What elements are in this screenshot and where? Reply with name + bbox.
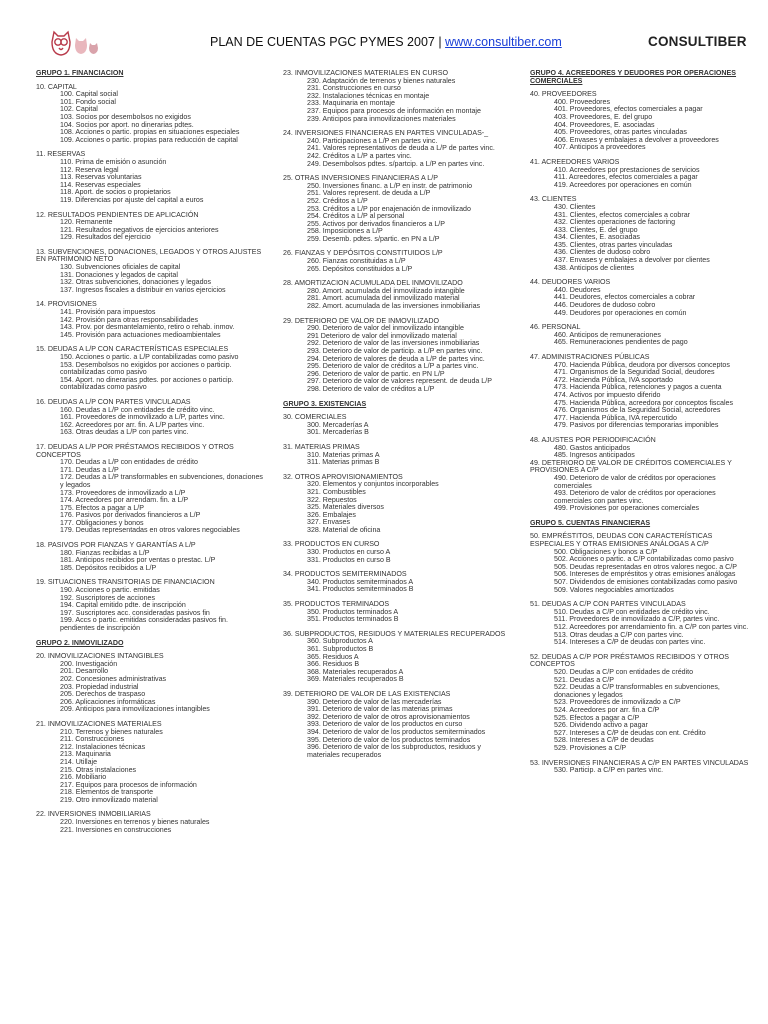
group-heading: GRUPO 5. CUENTAS FINANCIERAS <box>530 518 651 527</box>
account-item: 109. Acciones o partic. propias para reducción de capital <box>60 135 238 144</box>
account-item: 509. Valores negociables amortizados <box>554 585 674 594</box>
section-heading: 53. INVERSIONES FINANCIERAS A C/P EN PARTES VINCULADAS <box>530 758 749 767</box>
account-item: 258. Imposiciones a L/P <box>307 227 383 236</box>
account-item: 232. Instalaciones técnicas en montaje <box>307 91 430 100</box>
account-item: 405. Proveedores, otras partes vinculadas <box>554 128 687 137</box>
account-item: 175. Efectos a pagar a L/P <box>60 503 144 512</box>
account-item: 206. Aplicaciones informáticas <box>60 697 156 706</box>
account-item: 112. Reserva legal <box>60 165 119 174</box>
account-item: 259. Desemb. pdtes. s/partic. en PN a L/P <box>307 234 440 243</box>
account-item: 470. Hacienda Pública, deudora por diversos conceptos <box>554 360 730 369</box>
account-section <box>530 601 750 647</box>
account-section <box>283 250 511 273</box>
account-item: 153. Desembolsos no exigidos por acciones o particip. contabilizadas como pasivo <box>60 360 232 377</box>
account-item: 525. Efectos a pagar a C/P <box>554 713 640 722</box>
account-item: 368. Materiales recuperados A <box>307 667 404 676</box>
account-section <box>530 533 750 594</box>
section-heading: 34. PRODUCTOS SEMITERMINADOS <box>283 570 407 579</box>
account-item: 512. Acreedores por arrendamiento fin. a C/P con partes vinc. <box>554 623 749 631</box>
account-section <box>283 318 511 394</box>
account-item: 174. Acreedores por arrendam. fin. a L/P <box>60 496 189 505</box>
account-item: 290. Deterioro de valor del inmovilizado intangible <box>307 324 464 333</box>
account-item: 280. Amort. acumulada del inmovilizado intangible <box>307 286 465 295</box>
account-section <box>283 631 511 684</box>
account-item: 110. Prima de emisión o asunción <box>60 157 167 166</box>
account-item: 301. Mercaderías B <box>307 428 369 437</box>
website-link[interactable]: www.consultiber.com <box>445 35 562 49</box>
account-item: 296. Deterioro de valor de partic. en PN L/P <box>307 369 445 378</box>
account-item: 460. Anticipos de remuneraciones <box>554 330 661 339</box>
account-item: 321. Combustibles <box>307 487 366 496</box>
account-item: 436. Clientes de dudoso cobro <box>554 248 651 257</box>
account-item: 160. Deudas a L/P con entidades de crédito vinc. <box>60 405 215 414</box>
account-item: 465. Remuneraciones pendientes de pago <box>554 338 688 347</box>
account-item: 216. Mobiliario <box>60 773 107 782</box>
account-item: 292. Deterioro de valor de las inversiones inmobiliarias <box>307 339 480 348</box>
section-heading: 35. PRODUCTOS TERMINADOS <box>283 600 390 609</box>
account-section <box>530 159 750 189</box>
account-item: 404. Proveedores, E. asociadas <box>554 120 655 129</box>
account-item: 431. Clientes, efectos comerciales a cobrar <box>554 210 691 219</box>
account-item: 185. Depósitos recibidos a L/P <box>60 563 157 572</box>
section-heading: 26. FIANZAS Y DEPÓSITOS CONSTITUIDOS L/P <box>283 249 443 258</box>
section-heading: 24. INVERSIONES FINANCIERAS EN PARTES VINCULADAS-_ <box>283 129 489 138</box>
account-item: 511. Proveedores de inmovilizado a C/P, partes vinc. <box>554 615 720 624</box>
account-item: 213. Maquinaria <box>60 750 111 759</box>
account-item: 300. Mercaderías A <box>307 420 369 429</box>
account-item: 477. Hacienda Pública, IVA repercutido <box>554 413 677 422</box>
account-item: 282. Amort. acumulada de las inversiones inmobiliarias <box>307 302 481 311</box>
account-item: 118. Aport. de socios o propietarios <box>60 188 171 197</box>
account-item: 524. Acreedores por arr. fin.a C/P <box>554 705 660 714</box>
account-item: 190. Acciones o partic. emitidas <box>60 586 160 595</box>
section-heading: 36. SUBPRODUCTOS, RESIDUOS Y MATERIALES RECUPERADOS <box>283 629 506 638</box>
account-item: 471. Organismos de la Seguridad Social, deudores <box>554 368 715 377</box>
account-item: 197. Suscriptores acc. consideradas pasivos fin <box>60 608 210 617</box>
account-item: 202. Concesiones administrativas <box>60 674 167 683</box>
account-item: 500. Obligaciones y bonos a C/P <box>554 547 658 556</box>
account-item: 250. Inversiones financ. a L/P en instr. de patrimonio <box>307 181 473 190</box>
section-heading: 32. OTROS APROVISIONAMIENTOS <box>283 472 403 481</box>
account-item: 145. Provisión para actuaciones medioambientales <box>60 330 221 339</box>
account-item: 242. Créditos a L/P a partes vinc. <box>307 151 412 160</box>
account-item: 522. Deudas a C/P transformables en subvenciones, donaciones y legados <box>554 683 720 699</box>
section-heading: 52. DEUDAS A C/P POR PRÉSTAMOS RECIBIDOS Y OTROS CONCEPTOS <box>530 652 729 669</box>
account-item: 527. Intereses a C/P de deudas con ent. Crédito <box>554 728 706 737</box>
account-section <box>36 301 264 339</box>
account-item: 254. Créditos a L/P al personal <box>307 212 405 221</box>
account-item: 295. Deterioro de valor de créditos a L/P a partes vinc. <box>307 362 479 371</box>
section-heading: 47. ADMINISTRACIONES PÚBLICAS <box>530 353 650 361</box>
section-heading: 51. DEUDAS A C/P CON PARTES VINCULADAS <box>530 600 686 609</box>
account-item: 209. Anticipos para inmovilizaciones intangibles <box>60 705 210 714</box>
account-item: 432. Clientes operaciones de factoring <box>554 218 676 227</box>
account-section <box>36 444 264 535</box>
account-item: 253. Créditos a L/P por enajenación de inmovilizado <box>307 204 471 213</box>
title-text: PLAN DE CUENTAS PGC PYMES 2007 | <box>210 35 446 49</box>
account-item: 493. Deterioro de valor de créditos por operaciones comerciales con partes vinc. <box>554 489 716 505</box>
brand-wordmark: CONSULTIBER <box>648 34 747 49</box>
account-item: 400. Proveedores <box>554 97 610 106</box>
account-section <box>283 444 511 467</box>
account-section <box>530 91 750 152</box>
account-item: 260. Fianzas constituidas a L/P <box>307 257 406 266</box>
account-item: 310. Materias primas A <box>307 450 380 459</box>
account-item: 529. Provisiones a C/P <box>554 743 627 752</box>
account-section <box>283 691 511 759</box>
account-item: 320. Elementos y conjuntos incorporables <box>307 480 439 489</box>
account-section <box>36 151 264 204</box>
account-item: 350. Productos terminados A <box>307 607 399 616</box>
account-section <box>283 474 511 535</box>
account-item: 199. Accs o partic. emitidas consideradas pasivos fin. pendientes de inscripción <box>60 616 228 632</box>
account-item: 474. Activos por impuesto diferido <box>554 390 661 399</box>
account-item: 281. Amort. acumulada del inmovilizado material <box>307 294 460 303</box>
account-item: 361. Subproductos B <box>307 645 374 653</box>
account-item: 391. Deterioro de valor de las materias primas <box>307 705 453 714</box>
account-item: 201. Desarrollo <box>60 667 109 676</box>
account-item: 327. Envases <box>307 518 350 527</box>
account-item: 390. Deterioro de valor de las mercaderías <box>307 697 442 706</box>
account-item: 214. Utillaje <box>60 757 98 766</box>
account-section <box>283 280 511 310</box>
account-item: 340. Productos semiterminados A <box>307 577 414 586</box>
account-item: 430. Clientes <box>554 202 596 211</box>
account-item: 173. Proveedores de inmovilizado a L/P <box>60 488 186 497</box>
account-item: 394. Deterioro de valor de los productos semiterminados <box>307 727 486 736</box>
section-heading: 15. DEUDAS A L/P CON CARACTERÍSTICAS ESPECIALES <box>36 345 229 354</box>
account-section <box>530 654 750 753</box>
account-section <box>36 346 264 392</box>
account-item: 130. Subvenciones oficiales de capital <box>60 263 181 272</box>
account-item: 132. Otras subvenciones, donaciones y legados <box>60 278 212 287</box>
account-section <box>530 460 750 513</box>
section-heading: 22. INVERSIONES INMOBILIARIAS <box>36 810 151 819</box>
account-item: 255. Activos por derivados financieros a L/P <box>307 219 446 228</box>
account-section <box>530 437 750 460</box>
account-section <box>36 721 264 805</box>
account-item: 520. Deudas a C/P con entidades de crédito <box>554 667 694 676</box>
account-item: 407. Anticipos a proveedores <box>554 143 646 152</box>
account-item: 142. Provisión para otras responsabilidades <box>60 315 199 324</box>
account-item: 473. Hacienda Pública, retenciones y pagos a cuenta <box>554 383 722 392</box>
account-item: 331. Productos en curso B <box>307 555 391 564</box>
account-item: 406. Envases y embalajes a devolver a proveedores <box>554 135 719 144</box>
account-item: 177. Obligaciones y bonos <box>60 518 144 527</box>
section-heading: 44. DEUDORES VARIOS <box>530 278 611 287</box>
account-item: 506. Intereses de empréstitos y otras emisiones análogas <box>554 570 736 579</box>
section-heading: 33. PRODUCTOS EN CURSO <box>283 540 380 549</box>
account-item: 446. Deudores de dudoso cobro <box>554 301 656 310</box>
section-heading: 11. RESERVAS <box>36 150 86 159</box>
account-section <box>36 84 264 145</box>
account-item: 392. Deterioro de valor de otros aprovisionamientos <box>307 712 470 721</box>
account-item: 141. Provisión para impuestos <box>60 308 156 317</box>
account-item: 241. Valores representativos de deuda a L/P de partes vinc. <box>307 144 495 153</box>
account-section <box>36 579 264 632</box>
account-item: 121. Resultados negativos de ejercicios anteriores <box>60 225 219 234</box>
account-item: 449. Deudores por operaciones en común <box>554 308 687 317</box>
account-item: 221. Inversiones en construcciones <box>60 825 172 834</box>
account-section <box>283 571 511 594</box>
section-heading: 43. CLIENTES <box>530 195 577 204</box>
section-heading: 46. PERSONAL <box>530 323 581 332</box>
account-section <box>530 196 750 272</box>
account-item: 485. Ingresos anticipados <box>554 451 635 460</box>
page-title <box>210 35 562 49</box>
account-item: 179. Deudas representadas en otros valores negociables <box>60 526 240 535</box>
account-item: 150. Acciones o partic. a L/P contabilizadas como pasivo <box>60 353 239 361</box>
account-item: 129. Resultados del ejercicio <box>60 233 151 242</box>
account-item: 101. Fondo social <box>60 97 116 106</box>
account-item: 328. Material de oficina <box>307 525 381 534</box>
account-item: 233. Maquinaria en montaje <box>307 99 395 108</box>
account-item: 476. Organismos de la Seguridad Social, acreedores <box>554 406 721 415</box>
section-heading: 19. SITUACIONES TRANSITORIAS DE FINANCIACION <box>36 578 215 587</box>
account-item: 311. Materias primas B <box>307 458 380 467</box>
owl-logo-icon <box>48 28 103 58</box>
account-item: 297. Deterioro de valor de valores represent. de deuda L/P <box>307 377 492 386</box>
account-item: 231. Construcciones en curso <box>307 84 401 93</box>
account-item: 325. Materiales diversos <box>307 503 384 512</box>
account-item: 239. Anticipos para inmovilizaciones materiales <box>307 114 456 123</box>
section-heading: 50. EMPRÉSTITOS, DEUDAS CON CARACTERÍSTICAS ESPECIALES Y OTRAS EMISIONES ANÁLOGAS A C/P <box>530 532 713 549</box>
account-item: 360. Subproductos A <box>307 637 373 646</box>
account-item: 490. Deterioro de valor de créditos por operaciones comerciales <box>554 473 716 490</box>
account-section <box>36 542 264 572</box>
account-section <box>530 324 750 347</box>
account-section <box>36 249 264 295</box>
account-item: 440. Deudores <box>554 285 601 294</box>
page-header <box>0 0 768 60</box>
account-item: 104. Socios por aport. no dinerarias pdtes. <box>60 120 194 129</box>
account-item: 113. Reservas voluntarias <box>60 173 142 182</box>
account-item: 499. Provisiones por operaciones comerciales <box>554 504 700 513</box>
account-item: 438. Anticipos de clientes <box>554 263 635 272</box>
section-heading: 30. COMERCIALES <box>283 413 347 422</box>
section-heading: 13. SUBVENCIONES, DONACIONES, LEGADOS Y OTROS AJUSTES EN PATRIMONIO NETO <box>36 247 262 264</box>
column-1 <box>36 70 264 841</box>
account-item: 205. Derechos de traspaso <box>60 690 146 699</box>
account-item: 170. Deudas a L/P con entidades de crédito <box>60 458 198 467</box>
account-item: 265. Depósitos constituidos a L/P <box>307 264 413 273</box>
account-section <box>36 212 264 242</box>
account-item: 514. Intereses a C/P de deudas con partes vinc. <box>554 638 706 647</box>
account-item: 215. Otras instalaciones <box>60 765 137 774</box>
account-item: 103. Socios por desembolsos no exigidos <box>60 112 191 121</box>
account-item: 322. Repuestos <box>307 495 357 504</box>
account-item: 403. Proveedores, E. del grupo <box>554 112 653 121</box>
account-item: 526. Dividendo activo a pagar <box>554 721 648 730</box>
section-heading: 41. ACREEDORES VARIOS <box>530 157 620 166</box>
account-section <box>36 811 264 834</box>
account-item: 479. Pasivos por diferencias temporarias imponibles <box>554 421 719 430</box>
account-item: 237. Equipos para procesos de información en montaje <box>307 106 481 115</box>
account-item: 505. Deudas representadas en otros valores negoc. a C/P <box>554 562 737 571</box>
account-item: 252. Créditos a L/P <box>307 196 368 205</box>
account-item: 410. Acreedores por prestaciones de servicios <box>554 165 700 174</box>
account-item: 401. Proveedores, efectos comerciales a pagar <box>554 105 703 114</box>
section-heading: 28. AMORTIZACION ACUMULADA DEL INMOVILIZADO <box>283 279 463 288</box>
account-item: 502. Acciones o partic. a C/P contabilizadas como pasivo <box>554 555 734 564</box>
account-item: 181. Anticipos recibidos por ventas o prestac. L/P <box>60 556 216 565</box>
account-item: 114. Reservas especiales <box>60 180 141 189</box>
account-item: 434. Clientes, E. asociadas <box>554 233 640 242</box>
account-item: 240. Participaciones a L/P en partes vinc. <box>307 136 438 145</box>
account-item: 154. Aport. no dinerarias pdtes. por acciones o particip. contabilizadas como pasivo <box>60 375 234 392</box>
account-item: 507. Dividendos de emisiones contabilizadas como pasivo <box>554 578 738 587</box>
account-item: 220. Inversiones en terrenos y bienes naturales <box>60 818 210 827</box>
account-section <box>283 414 511 437</box>
account-section <box>283 175 511 243</box>
account-item: 102. Capital <box>60 105 98 114</box>
account-item: 171. Deudas a L/P <box>60 465 119 474</box>
account-item: 180. Fianzas recibidas a L/P <box>60 548 150 557</box>
account-section <box>283 130 511 168</box>
account-section <box>530 279 750 317</box>
account-section <box>36 653 264 714</box>
account-item: 100. Capital social <box>60 90 118 99</box>
account-item: 528. Intereses a C/P de deudas <box>554 736 654 745</box>
section-heading: 16. DEUDAS A L/P CON PARTES VINCULADAS <box>36 397 191 406</box>
account-section <box>283 601 511 624</box>
account-section <box>283 70 511 123</box>
account-section <box>36 399 264 437</box>
account-item: 472. Hacienda Pública, IVA soportado <box>554 375 673 384</box>
account-item: 396. Deterioro de valor de los subproductos, residuos y materiales recuperados <box>307 743 481 759</box>
section-heading: 12. RESULTADOS PENDIENTES DE APLICACIÓN <box>36 210 199 219</box>
section-heading: 49. DETERIORO DE VALOR DE CRÉDITOS COMERCIALES Y PROVISIONES A C/P <box>530 458 732 475</box>
account-item: 200. Investigación <box>60 659 118 668</box>
section-heading: 31. MATERIAS PRIMAS <box>283 442 360 451</box>
account-item: 172. Deudas a L/P transformables en subvenciones, donaciones y legados <box>60 473 263 489</box>
account-item: 161. Proveedores de inmovilizado a L/P, partes vinc. <box>60 413 225 422</box>
account-item: 131. Donaciones y legados de capital <box>60 270 178 279</box>
account-section <box>530 354 750 430</box>
account-item: 419. Acreedores por operaciones en común <box>554 180 692 189</box>
account-item: 108. Acciones o partic. propias en situaciones especiales <box>60 128 240 137</box>
group-heading: GRUPO 2. INMOVILIZADO <box>36 638 124 647</box>
account-item: 521. Deudas a C/P <box>554 675 614 684</box>
account-item: 211. Construcciones <box>60 735 125 744</box>
column-3 <box>530 70 750 782</box>
account-item: 480. Gastos anticipados <box>554 443 631 452</box>
section-heading: 40. PROVEEDORES <box>530 90 597 99</box>
column-2 <box>283 70 511 766</box>
account-item: 249. Desembolsos pdtes. s/partcip. a L/P en partes vinc. <box>307 159 485 168</box>
account-item: 437. Envases y embalajes a devolver por clientes <box>554 256 710 265</box>
account-item: 143. Prov. por desmantelamiento, retiro o rehab. inmov. <box>60 323 235 332</box>
group-heading: GRUPO 4. ACREEDORES Y DEUDORES POR OPERACIONES COMERCIALES <box>530 69 737 85</box>
section-heading: 21. INMOVILIZACIONES MATERIALES <box>36 719 162 728</box>
account-item: 433. Clientes, E. del grupo <box>554 225 638 234</box>
account-item: 513. Otras deudas a C/P con partes vinc. <box>554 630 684 639</box>
account-item: 330. Productos en curso A <box>307 548 391 557</box>
account-item: 192. Suscriptores de acciones <box>60 593 156 602</box>
section-heading: 39. DETERIORO DE VALOR DE LAS EXISTENCIAS <box>283 689 451 698</box>
account-item: 210. Terrenos y bienes naturales <box>60 727 163 736</box>
account-item: 298. Deterioro de valor de créditos a L/P <box>307 384 435 393</box>
account-item: 435. Clientes, otras partes vinculadas <box>554 240 673 249</box>
account-item: 395. Deterioro de valor de los productos terminados <box>307 735 471 744</box>
section-heading: 10. CAPITAL <box>36 82 77 91</box>
account-item: 351. Productos terminados B <box>307 615 399 624</box>
account-item: 365. Residuos A <box>307 652 359 661</box>
account-item: 163. Otras deudas a L/P con partes vinc. <box>60 428 189 437</box>
account-item: 366. Residuos B <box>307 660 360 669</box>
account-item: 230. Adaptación de terrenos y bienes naturales <box>307 76 456 85</box>
account-item: 217. Equipos para procesos de información <box>60 780 197 789</box>
account-item: 475. Hacienda Pública, acreedora por conceptos fiscales <box>554 398 734 407</box>
account-item: 176. Pasivos por derivados financieros a L/P <box>60 511 201 520</box>
section-heading: 20. INMOVILIZACIONES INTANGIBLES <box>36 652 164 661</box>
section-heading: 17. DEUDAS A L/P POR PRÉSTAMOS RECIBIDOS Y OTROS CONCEPTOS <box>36 442 234 459</box>
account-section <box>283 541 511 564</box>
account-item: 326. Embalajes <box>307 510 356 519</box>
account-item: 120. Remanente <box>60 218 113 227</box>
section-heading: 23. INMOVILIZACIONES MATERIALES EN CURSO <box>283 69 449 77</box>
account-item: 137. Ingresos fiscales a distribuir en varios ejercicios <box>60 285 226 294</box>
account-item: 162. Acreedores por arr. fin. A L/P partes vinc. <box>60 420 205 429</box>
account-item: 523. Proveedores de inmovilizado a C/P <box>554 698 681 707</box>
account-item: 293. Deterioro de valor de particip. a L/P en partes vinc. <box>307 347 483 355</box>
section-heading: 25. OTRAS INVERSIONES FINANCIERAS A L/P <box>283 174 438 183</box>
section-heading: 48. AJUSTES POR PERIODIFICACIÓN <box>530 435 656 444</box>
account-item: 530. Particip. a C/P en partes vinc. <box>554 766 664 775</box>
group-heading: GRUPO 1. FINANCIACION <box>36 69 124 77</box>
account-item: 441. Deudores, efectos comerciales a cobrar <box>554 293 696 302</box>
account-item: 393. Deterioro de valor de los productos en curso <box>307 720 463 729</box>
account-section <box>530 760 750 775</box>
account-item: 341. Productos semiterminados B <box>307 585 414 594</box>
account-item: 411. Acreedores, efectos comerciales a pagar <box>554 173 698 182</box>
account-item: 194. Capital emitido pdte. de inscripción <box>60 601 186 610</box>
account-item: 291 Deterioro de valor del inmovilizado material <box>307 331 457 340</box>
account-item: 510. Deudas a C/P con entidades de crédito vinc. <box>554 607 710 616</box>
group-heading: GRUPO 3. EXISTENCIAS <box>283 399 367 408</box>
account-item: 203. Propiedad industrial <box>60 682 139 691</box>
section-heading: 14. PROVISIONES <box>36 300 97 309</box>
account-item: 369. Materiales recuperados B <box>307 675 404 684</box>
section-heading: 29. DETERIORO DE VALOR DE INMOVILIZADO <box>283 316 439 325</box>
account-item: 119. Diferencias por ajuste del capital a euros <box>60 195 204 204</box>
account-item: 219. Otro inmovilizado material <box>60 795 158 804</box>
account-item: 294. Deterioro de valores de deuda a L/P de partes vinc. <box>307 354 485 363</box>
account-item: 251. Valores represent. de deuda a L/P <box>307 189 431 198</box>
section-heading: 18. PASIVOS POR FIANZAS Y GARANTÍAS A L/P <box>36 541 196 550</box>
account-item: 218. Elementos de transporte <box>60 788 154 797</box>
account-item: 212. Instalaciones técnicas <box>60 742 146 751</box>
